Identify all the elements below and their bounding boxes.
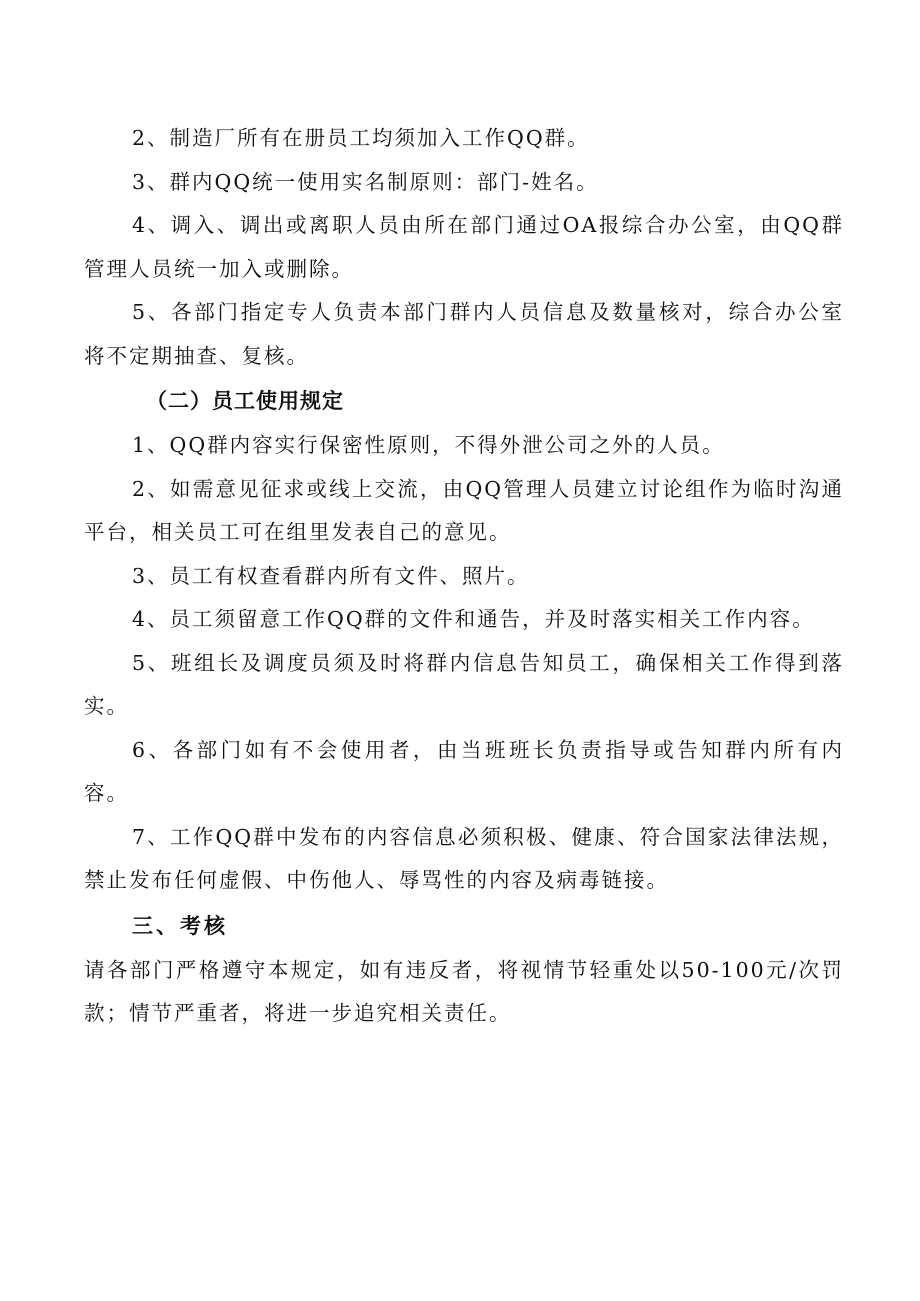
qq-rule-item-3: 3、群内QQ统一使用实名制原则：部门-姓名。 [132, 169, 599, 194]
employee-rule-item-2: 2、如需意见征求或线上交流，由QQ管理人员建立讨论组作为临时沟通平台，相关员工可在组里发表自己的意见。 [84, 476, 844, 544]
employee-rule-item-3: 3、员工有权查看群内所有文件、照片。 [132, 563, 530, 588]
employee-rule-item-4: 4、员工须留意工作QQ群的文件和通告，并及时落实相关工作内容。 [132, 607, 815, 631]
document-body [84, 117, 844, 1036]
qq-rule-item-4: 4、调入、调出或离职人员由所在部门通过OA报综合办公室，由QQ群管理人员统一加入或删除。 [84, 213, 844, 281]
employee-rule-item-7: 7、工作QQ群中发布的内容信息必须积极、健康、符合国家法律法规，禁止发布任何虚假、中伤他人、辱骂性的内容及病毒链接。 [84, 824, 844, 892]
assessment-text: 请各部门严格遵守本规定，如有违反者，将视情节轻重处以50-100元/次罚款；情节严重者，将进一步追究相关责任。 [84, 957, 844, 1025]
employee-rules-heading: （二）员工使用规定 [146, 389, 344, 413]
qq-rule-item-5: 5、各部门指定专人负责本部门群内人员信息及数量核对，综合办公室将不定期抽查、复核。 [84, 300, 844, 368]
qq-rule-item-2: 2、制造厂所有在册员工均须加入工作QQ群。 [132, 126, 590, 150]
employee-rule-item-6: 6、各部门如有不会使用者，由当班班长负责指导或告知群内所有内容。 [84, 737, 844, 805]
employee-rule-item-1: 1、QQ群内容实行保密性原则，不得外泄公司之外的人员。 [132, 433, 725, 457]
employee-rule-item-5: 5、班组长及调度员须及时将群内信息告知员工，确保相关工作得到落实。 [84, 650, 844, 718]
assessment-heading: 三、考核 [132, 913, 228, 938]
